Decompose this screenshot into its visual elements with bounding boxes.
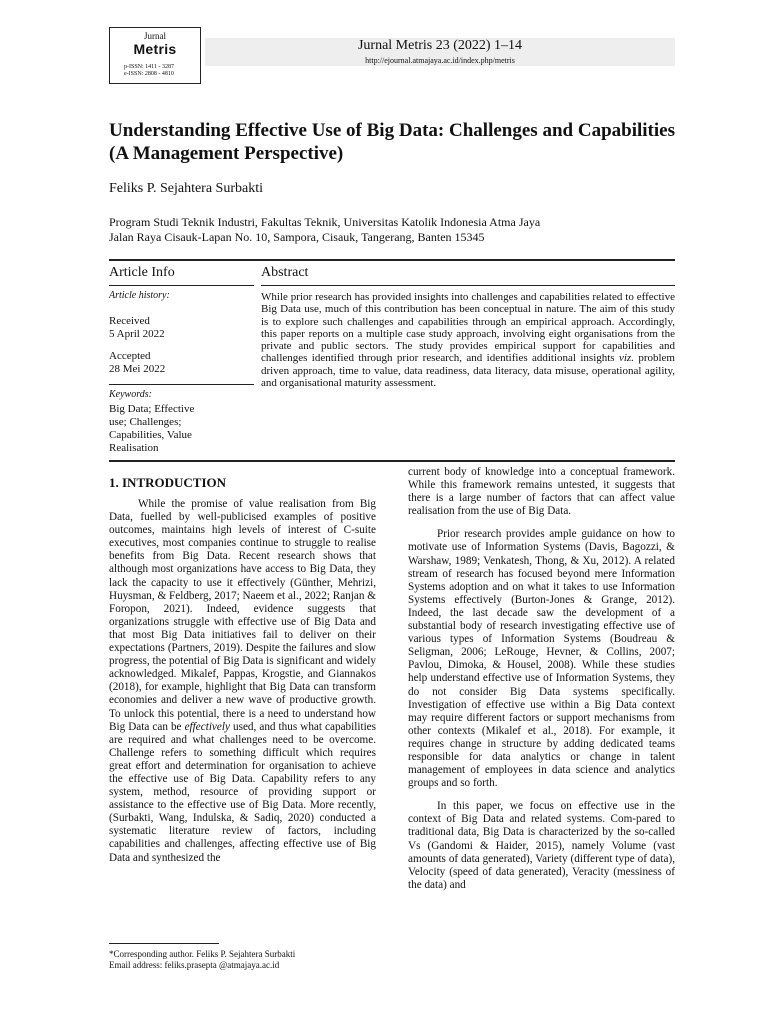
footnote-rule bbox=[109, 943, 219, 944]
keywords-rule bbox=[109, 384, 254, 385]
bottom-rule bbox=[109, 460, 675, 462]
intro-paragraph-4: In this paper, we focus on effective use in the context of Big Data and related systems. Com-pared to traditional data, Big Data is characterized by the so-called Vs (Gandomi & Haider, 2015), namely Volume (vast amounts of data generated), Variety (different type of data), Velocity (speed of data generated), Veracity (messiness of the data) and bbox=[408, 800, 675, 891]
keyword-line: Capabilities, Value bbox=[109, 429, 192, 441]
intro-paragraph-2: current body of knowledge into a conceptual framework. While this framework remains untested, it suggests that there is a large number of factors that can affect value realisation from the use of Big Data. bbox=[408, 466, 675, 518]
article-info-rule bbox=[109, 285, 254, 286]
abstract-part-1: While prior research has provided insights into challenges and capabilities related to effective Big Data use, much of this contribution has been conceptual in nature. The aim of this study is to explore such challenges and capabilities through an empirical approach. Accordingly, this paper reports on a multiple case study approach, involving eight organisations from the private and public sectors. The study provides empirical support for capabilities and challenges identified through prior research, and identifies additional insights bbox=[261, 291, 675, 365]
received-label: Received bbox=[109, 315, 150, 327]
email-address: Email address: feliks.prasepta @atmajaya.ac.id bbox=[109, 960, 280, 970]
intro-p1-part-a: While the promise of value realisation from Big Data, fuelled by well-publicised examples of positive outcomes, maintains high levels of interest of C-suite executives, most companies continue to struggle to realise benefits from Big Data. Recent research shows that although most organizations have access to Big Data, they lack the capacity to use it effectively (Günther, Mehrizi, Huysman, & Feldberg, 2017; Naeem et al., 2022; Ranjan & Foropon, 2021). Indeed, evidence suggests that organizations struggle with effective use of Big Data and that most Big Data initiatives fail to deliver on their expectations (Partners, 2019). Despite the failures and slow progress, the potential of Big Data is significant and widely acknowledged. Mikalef, Pappas, Krogstie, and Giannakos (2018), for example, highlight that Big Data can transform economies and deliver a new wave of productive growth. To unlock this potential, there is a need to understand how Big Data can be bbox=[109, 498, 376, 733]
abstract-viz: viz. bbox=[618, 352, 634, 365]
intro-paragraph-3: Prior research provides ample guidance on how to motivate use of Information Systems (Davis, Bagozzi, & Warshaw, 1989; Venkatesh, Thong, & Xu, 2012). A related stream of research has focused beyond mere Information Systems adoption and on what it takes to use Information Systems effectively (Burton-Jones & Grange, 2012). Indeed, the last decade saw the development of a substantial body of research investigating effective use of various types of Information Systems (Boudreau & Seligman, 2006; LeRouge, Hevner, & Collins, 2007; Pavlou, Dimoka, & Housel, 2008). While these studies help understand effective use of Information Systems, they do not consider Big Data systems specifically. Investigation of effective use within a Big Data context may require different factors or support mechanisms from other contexts (Mikalef et al., 2018). For example, it requires change in structure by adding dedicated teams responsible for data analytics or change in talent management of employees in data science and analytics groups and so forth. bbox=[408, 528, 675, 790]
journal-logo bbox=[109, 27, 201, 84]
affiliation-line-2: Jalan Raya Cisauk-Lapan No. 10, Sampora, Cisauk, Tangerang, Banten 15345 bbox=[109, 230, 485, 244]
intro-paragraph-1 bbox=[109, 498, 376, 865]
introduction-heading: 1. INTRODUCTION bbox=[109, 475, 227, 490]
keywords-label: Keywords: bbox=[109, 389, 152, 400]
logo-top-text: Jurnal bbox=[144, 31, 166, 41]
intro-p1-part-b: used, and thus what capabilities are required and what challenges need to be overcome. Challenge refers to something difficult which requires great effort and determination for organisation to achieve the effective use of Big Data. Capability refers to any system, method, resource of providing support or assistance to the effective use of Big Data. More recently, (Surbakti, Wang, Indulska, & Sadiq, 2020) conducted a systematic literature review of factors, including capabilities and challenges, affecting effective use of Big Data and synthesized the bbox=[109, 720, 377, 864]
abstract-heading: Abstract bbox=[261, 265, 309, 280]
journal-reference: Jurnal Metris 23 (2022) 1–14 bbox=[357, 38, 523, 53]
keyword-line: Big Data; Effective bbox=[109, 403, 195, 415]
article-info-heading: Article Info bbox=[109, 265, 175, 280]
accepted-date: 28 Mei 2022 bbox=[109, 363, 166, 375]
author-name: Feliks P. Sejahtera Surbakti bbox=[109, 181, 263, 196]
affiliation bbox=[109, 215, 675, 245]
abstract-part-2: problem driven approach, time to value, data readiness, data literacy, data misuse, operational agility, and organisational maturity assessment. bbox=[261, 352, 675, 390]
e-issn: e-ISSN: 2808 - 4810 bbox=[124, 71, 174, 77]
article-history-label: Article history: bbox=[109, 290, 170, 301]
issn-block bbox=[124, 64, 174, 78]
keyword-line: use; Challenges; bbox=[109, 416, 182, 428]
left-column bbox=[109, 498, 376, 875]
abstract-text bbox=[261, 291, 675, 389]
keyword-line: Realisation bbox=[109, 442, 159, 454]
logo-name: Metris bbox=[133, 41, 177, 57]
keywords-list bbox=[109, 403, 254, 455]
paper-title: Understanding Effective Use of Big Data: Challenges and Capabilities (A Management Perspective) bbox=[109, 120, 675, 164]
intro-p1-emphasis: effectively bbox=[184, 720, 230, 733]
abstract-rule bbox=[261, 285, 675, 286]
right-column bbox=[408, 466, 675, 902]
accepted-label: Accepted bbox=[109, 350, 151, 362]
top-rule bbox=[109, 259, 675, 261]
affiliation-line-1: Program Studi Teknik Industri, Fakultas Teknik, Universitas Katolik Indonesia Atma Jaya bbox=[109, 215, 541, 229]
p-issn: p-ISSN: 1411 - 3287 bbox=[124, 64, 174, 70]
journal-url[interactable]: http://ejournal.atmajaya.ac.id/index.php/metris bbox=[365, 56, 515, 65]
received-date: 5 April 2022 bbox=[109, 328, 165, 340]
footnote bbox=[109, 949, 295, 971]
corresponding-author: *Corresponding author. Feliks P. Sejahtera Surbakti bbox=[109, 949, 296, 959]
